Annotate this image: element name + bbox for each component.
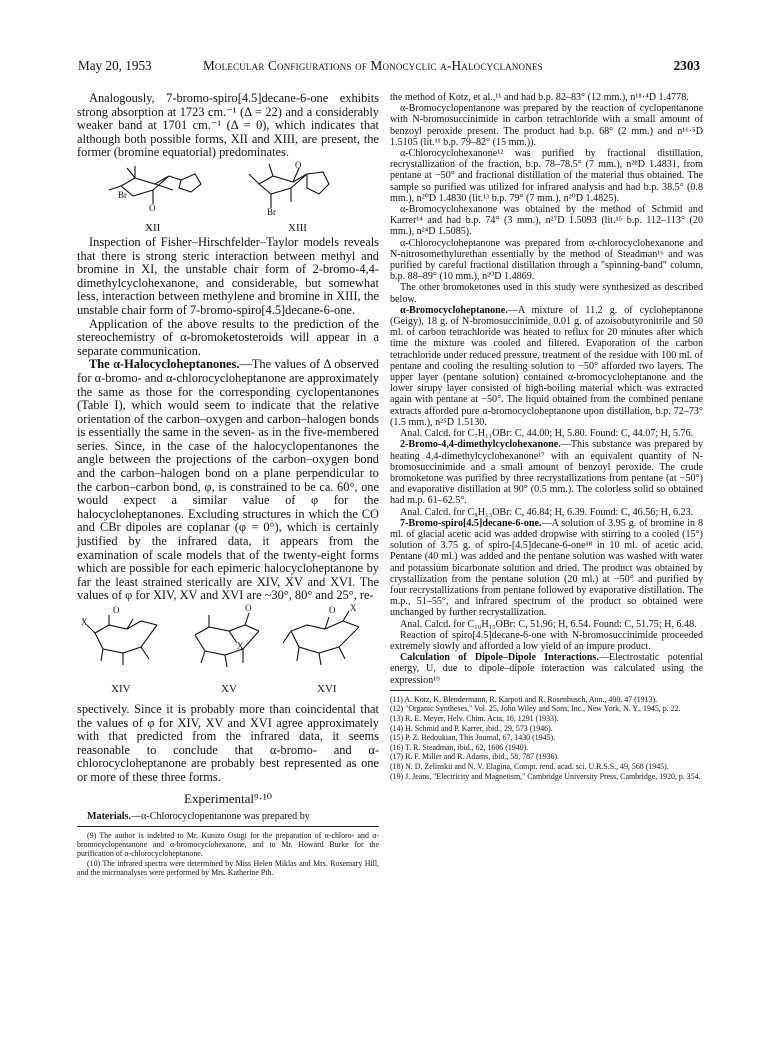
paragraph-spectively: spectively. Since it is probably more than coincidental that the values of φ for XIV, XV and XVI agree approximately with that predicted from the infrared data, it seems reasonable to conclude that α-bromo- and α-chlorocycloheptanone are probably best represented as one or more of these three forms. xyxy=(77,702,379,784)
atom-label-o-xiii: O xyxy=(295,159,302,170)
section-heading-halocycloheptanones: The α-Halocycloheptanones. xyxy=(89,357,240,372)
paragraph-inspection: Inspection of Fisher–Hirschfelder–Taylor models reveals that there is strong steric interaction between methyl and bromine in XI, the unstable chair form of 2-bromo-4,4-dimethylcyclohexanone, and considerable, but somewhat less, interaction between methylene and bromine in XIII, the unstable chair form of 7-bromo-spiro[4.5]decane-6-one. xyxy=(77,234,379,317)
reference-13: (13) R. E. Meyer, Helv. Chim. Acta, 16, 1291 (1933). xyxy=(390,713,559,723)
structures-xii-xiii xyxy=(77,160,379,236)
paragraph-dipole-calculation xyxy=(390,652,703,686)
bromo-spirodecanone-text: —A solution of 3.95 g. of bromine in 8 ml. of glacial acetic acid was added dropwise with stirring to a cooled (15°) solution of 3.75 g. of spiro-[4.5]decane-6-one¹⁸ in 10 ml. of acetic acid. Pentane (40 ml.) was added and the pentane solution was washed with water and potassium bicarbonate solution and dried. The product was obtained by crystallization from the pentane solution (20 ml.) at −50° and purified by four recrystallizations from pentane followed by evaporative distillation. The m.p., 51–55°, and infrared spectrum of the product so obtained were unchanged by further recrystallization. xyxy=(390,517,703,619)
paragraph-bromocyclopentanone: α-Bromocyclopentanone was prepared by the reaction of cyclopentanone with N-bromosuccinimide in carbon tetrachloride with a small amount of benzoyl peroxide present. The product had b.p. 68° (2 mm.) and n¹⁶·⁵D 1.5105 (lit.¹¹ b.p. 79–82° (15 mm.)). xyxy=(390,103,703,148)
paragraph-other-bromoketones: The other bromoketones used in this study were synthesized as described below. xyxy=(390,282,703,305)
atom-label-o-xiv: O xyxy=(113,605,120,615)
paragraph-chlorocycloheptanone: α-Chlorocycloheptanone was prepared from α-chlorocyclohexanone and N-nitrosomethylurethan essentially by the method of Steadman¹⁶ and was purified by careful fractional distillation through a "spinning-band" column, b.p. 88–89° (10 mm.), n²⁰D 1.4869. xyxy=(390,237,703,283)
paragraph-analogously: Analogously, 7-bromo-spiro[4.5]decane-6-one exhibits strong absorption at 1723 cm.⁻¹ (Δ = 22) and a considerably weaker band at 1701 cm.⁻¹ (Δ = 0), which indicates that although both possible forms, XII and XIII, are present, the former (bromine equatorial) predominates. xyxy=(77,91,379,160)
footnote-9: (9) The author is indebted to Mr. Kunizo Osugi for the preparation of α-chloro- and α-bromocyclopentanone and α-bromocyclohexanone, and to Mr. Howard Burke for the purification of α-chlorocycloheptanone. xyxy=(77,830,379,859)
atom-label-o-xii: O xyxy=(149,202,156,213)
paragraph-bromo-spirodecanone xyxy=(390,518,703,619)
label-xii: XII xyxy=(145,221,161,234)
reference-14: (14) H. Schmid and P. Karrer, ibid., 29, 573 (1946). xyxy=(390,723,553,733)
label-xv: XV xyxy=(221,683,237,695)
paragraph-reaction-spirodecanone: Reaction of spiro[4.5]decane-6-one with N-bromosuccinimide proceeded extremely slowly and afforded a low yield of an impure product. xyxy=(390,629,703,652)
footnote-divider-left xyxy=(77,826,379,827)
left-column xyxy=(77,92,379,877)
atom-label-x-xiv: X xyxy=(81,617,88,627)
reference-11: (11) A. Kotz, K. Blendermann, R. Karpoti and R. Rosenbusch, Ann., 400, 47 (1913). xyxy=(390,694,658,704)
label-xiii: XIII xyxy=(288,221,307,234)
analysis-c7: Anal. Calcd. for C₇H₁₁OBr: C, 44.00; H, 5.80. Found: C, 44.07; H, 5.76. xyxy=(400,428,694,440)
materials-heading: Materials. xyxy=(87,810,132,822)
reference-list xyxy=(390,695,703,781)
analysis-c8: Anal. Calcd. for C₈H₁₃OBr: C, 46.84; H, 6.39. Found: C, 46.56; H, 6.23. xyxy=(400,506,694,518)
reference-17: (17) R. F. Miller and R. Adams, ibid., 58, 787 (1936). xyxy=(390,752,560,762)
paragraph-materials xyxy=(77,811,379,822)
paragraph-chlorocyclohexanone: α-Chlorocyclohexanone¹² was purified by fractional distillation, recrystallization of the fraction, b.p. 78–78.5° (7 mm.), n²⁸D 1.4831, from pentane at −50° and fractional distillation of the material thus obtained. The sample so purified was utilized for infrared analysis and had b.p. 38.5° (0.8 mm.), n²⁰D 1.4830 (lit.¹³ b.p. 79° (7 mm.), n²⁰D 1.4825). xyxy=(390,148,703,204)
dipole-calculation-text: —Electrostatic potential energy, U, due to dipole–dipole interaction was calculated using the expression¹⁹ xyxy=(390,652,703,686)
footnote-10: (10) The infrared spectra were determined by Miss Helen Miklas and Mrs. Rosemary Hill, and the microanalyses were performed by Mrs. Katherine Pih. xyxy=(77,858,379,877)
paragraph-bromocycloheptanone xyxy=(390,305,703,428)
paragraph-application: Application of the above results to the prediction of the stereochemistry of α-bromoketosteroids will appear in a separate communication. xyxy=(77,316,379,358)
structures-xiv-xv-xvi xyxy=(77,603,379,703)
reference-18: (18) N. D. Zelinskii and N. V. Elagina, Compt. rend. acad. sci. U.R.S.S., 49, 568 (1945). xyxy=(390,761,669,771)
atom-label-br-xiii: Br xyxy=(267,206,276,217)
dipole-calculation-heading: Calculation of Dipole–Dipole Interactions. xyxy=(400,652,599,664)
atom-label-o-xvi: O xyxy=(329,605,336,615)
dimethylcyclohexanone-heading: 2-Bromo-4,4-dimethylcyclohexanone. xyxy=(400,439,561,451)
label-xiv: XIV xyxy=(111,683,131,695)
paragraph-halocycloheptanones-text: —The values of Δ observed for α-bromo- and α-chlorocycloheptanone are approximately the same as those for the corresponding cyclopentanones (Table I), which would seem to indicate that the relative orientation of the carbon–oxygen and carbon–halogen bonds is essentially the same in the seven- as in the five-membered series. Since, in the case of the halocyclopentanones the angle between the projections of the carbon–oxygen bond and the carbon–halogen bond on a plane perpendicular to the carbon–carbon bond, φ, is constrained to be ca. 60°, one would expect a similar value of φ for the halocycloheptanones. Excluding structures in which the CO and CBr dipoles are coplanar (φ = 0°), which is certainly justified by the infrared data, it appears from the examination of scale models that of the twenty-eight forms which are possible for each epimeric halocycloheptanone by far the least strained sterically are XIV, XV and XVI. The values of φ for XIV, XV and XVI are ~30°, 80° and 25°, re- xyxy=(77,357,379,603)
footnote-divider-right xyxy=(390,690,496,691)
atom-label-x-xvi: X xyxy=(350,603,357,613)
reference-15: (15) P. Z. Bedoukian, This Journal, 67, 1430 (1945). xyxy=(390,733,556,743)
paragraph-halocycloheptanones xyxy=(77,358,379,603)
page-number: 2303 xyxy=(673,58,700,73)
bromocycloheptanone-heading: α-Bromocycloheptanone. xyxy=(400,304,508,316)
experimental-heading: Experimental⁹·¹⁰ xyxy=(184,790,272,806)
header-title: Molecular Configurations of Monocyclic α-Halocyclanones xyxy=(203,58,543,73)
running-header xyxy=(78,58,700,76)
paragraph-dimethylcyclohexanone xyxy=(390,439,703,506)
reference-12: (12) "Organic Syntheses," Vol. 25, John Wiley and Sons, Inc., New York, N. Y., 1945, p. 22. xyxy=(390,704,681,714)
header-date: May 20, 1953 xyxy=(78,58,152,73)
label-xvi: XVI xyxy=(317,683,337,695)
dimethylcyclohexanone-text: —This substance was prepared by heating 4,4-dimethylcyclohexanone¹⁷ with an equivalent quantity of N-bromosuccinimide and a small amount of benzoyl peroxide. The crude bromoketone was purified by three recrystallizations from pentane (at −50°) and evaporative distillation at 90° (0.5 mm.). The colorless solid so obtained had m.p. 61–62.5°. xyxy=(390,439,703,507)
atom-label-x-xv: X xyxy=(237,641,244,651)
reference-16: (16) T. R. Steadman, ibid., 62, 1606 (1940). xyxy=(390,742,529,752)
reference-19: (19) J. Jeans, "Electricity and Magnetism," Cambridge University Press, Cambridge, 1920, p. 354. xyxy=(390,771,701,781)
paragraph-materials-text: —α-Chlorocyclopentanone was prepared by xyxy=(131,810,310,822)
right-column xyxy=(390,92,703,781)
paragraph-kotz: the method of Kotz, et al.,¹¹ and had b.p. 82–83° (12 mm.), n¹⁸·⁴D 1.4778. xyxy=(390,92,689,103)
bromocycloheptanone-text: —A mixture of 11.2 g. of cycloheptanone (Geigy), 18 g. of N-bromosuccinimide, 0.01 g. of azoisobutyronitrile and 50 ml. of carbon tetrachloride was heated to reflux for 20 minutes after which time the mixture was cooled and filtered. Evaporation of the carbon tetrachloride under reduced pressure, treatment of the residue with 100 ml. of pentane and cooling the resulting solution to −50° afforded two layers. The upper layer (pentane solution) contained α-bromocycloheptanone and the lower sirupy layer consisted of high-boiling material which was extracted again with pentane at −50°. The liquid obtained from the combined pentane extracts afforded pure α-bromocycloheptanone upon distillation, b.p. 72–73° (1.5 mm.), n²⁵D 1.5130. xyxy=(390,304,703,428)
atom-label-o-xv: O xyxy=(245,603,252,613)
paragraph-bromocyclohexanone: α-Bromocyclohexanone was obtained by the method of Schmid and Karrer¹⁴ and had b.p. 74° (3 mm.), n²⁷D 1.5093 (lit.¹⁵ b.p. 112–113° (20 mm.), n²⁴D 1.5085). xyxy=(390,204,703,238)
atom-label-br-xii: Br xyxy=(118,189,127,200)
bromo-spirodecanone-heading: 7-Bromo-spiro[4.5]decane-6-one. xyxy=(400,517,542,529)
analysis-c10: Anal. Calcd. for C₁₀H₁₅OBr: C, 51.96; H, 6.54. Found: C, 51.75; H, 6.48. xyxy=(400,618,697,630)
